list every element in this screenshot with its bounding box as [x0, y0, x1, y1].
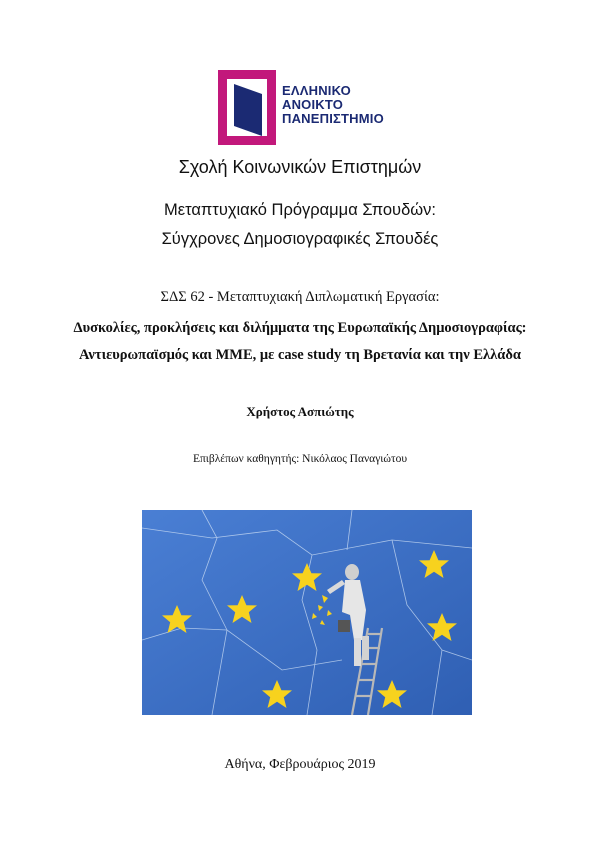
author-name: Χρήστος Ασπιώτης: [246, 404, 354, 419]
supervisor-line: Επιβλέπων καθηγητής: Νικόλαος Παναγιώτου: [192, 453, 408, 465]
thesis-title-line-2: Αντιευρωπαϊσμός και ΜΜΕ, με case study τη Βρετανία και την Ελλάδα: [79, 347, 521, 363]
thesis-title-line-1: Δυσκολίες, προκλήσεις και διλήμματα της Ευρωπαϊκής Δημοσιογραφίας:: [73, 320, 527, 336]
university-logo: [218, 70, 408, 145]
course-label: ΣΔΣ 62 - Μεταπτυχιακή Διπλωματική Εργασία:: [160, 289, 440, 305]
place-date: Αθήνα, Φεβρουάριος 2019: [224, 757, 376, 772]
school-name: Σχολή Κοινωνικών Επιστημών: [178, 157, 422, 177]
logo-mark-icon: [218, 70, 276, 145]
program-label: Μεταπτυχιακό Πρόγραμμα Σπουδών:: [164, 201, 436, 219]
eu-flag-mural-image: [142, 510, 472, 715]
program-name: Σύγχρονες Δημοσιογραφικές Σπουδές: [161, 230, 439, 248]
logo-text: [282, 84, 384, 126]
logo-line: ΑΝΟΙΚΤΟ: [282, 97, 344, 112]
logo-line: ΠΑΝΕΠΙΣΤΗΜΙΟ: [282, 111, 384, 126]
logo-line: ΕΛΛΗΝΙΚΟ: [282, 83, 351, 98]
